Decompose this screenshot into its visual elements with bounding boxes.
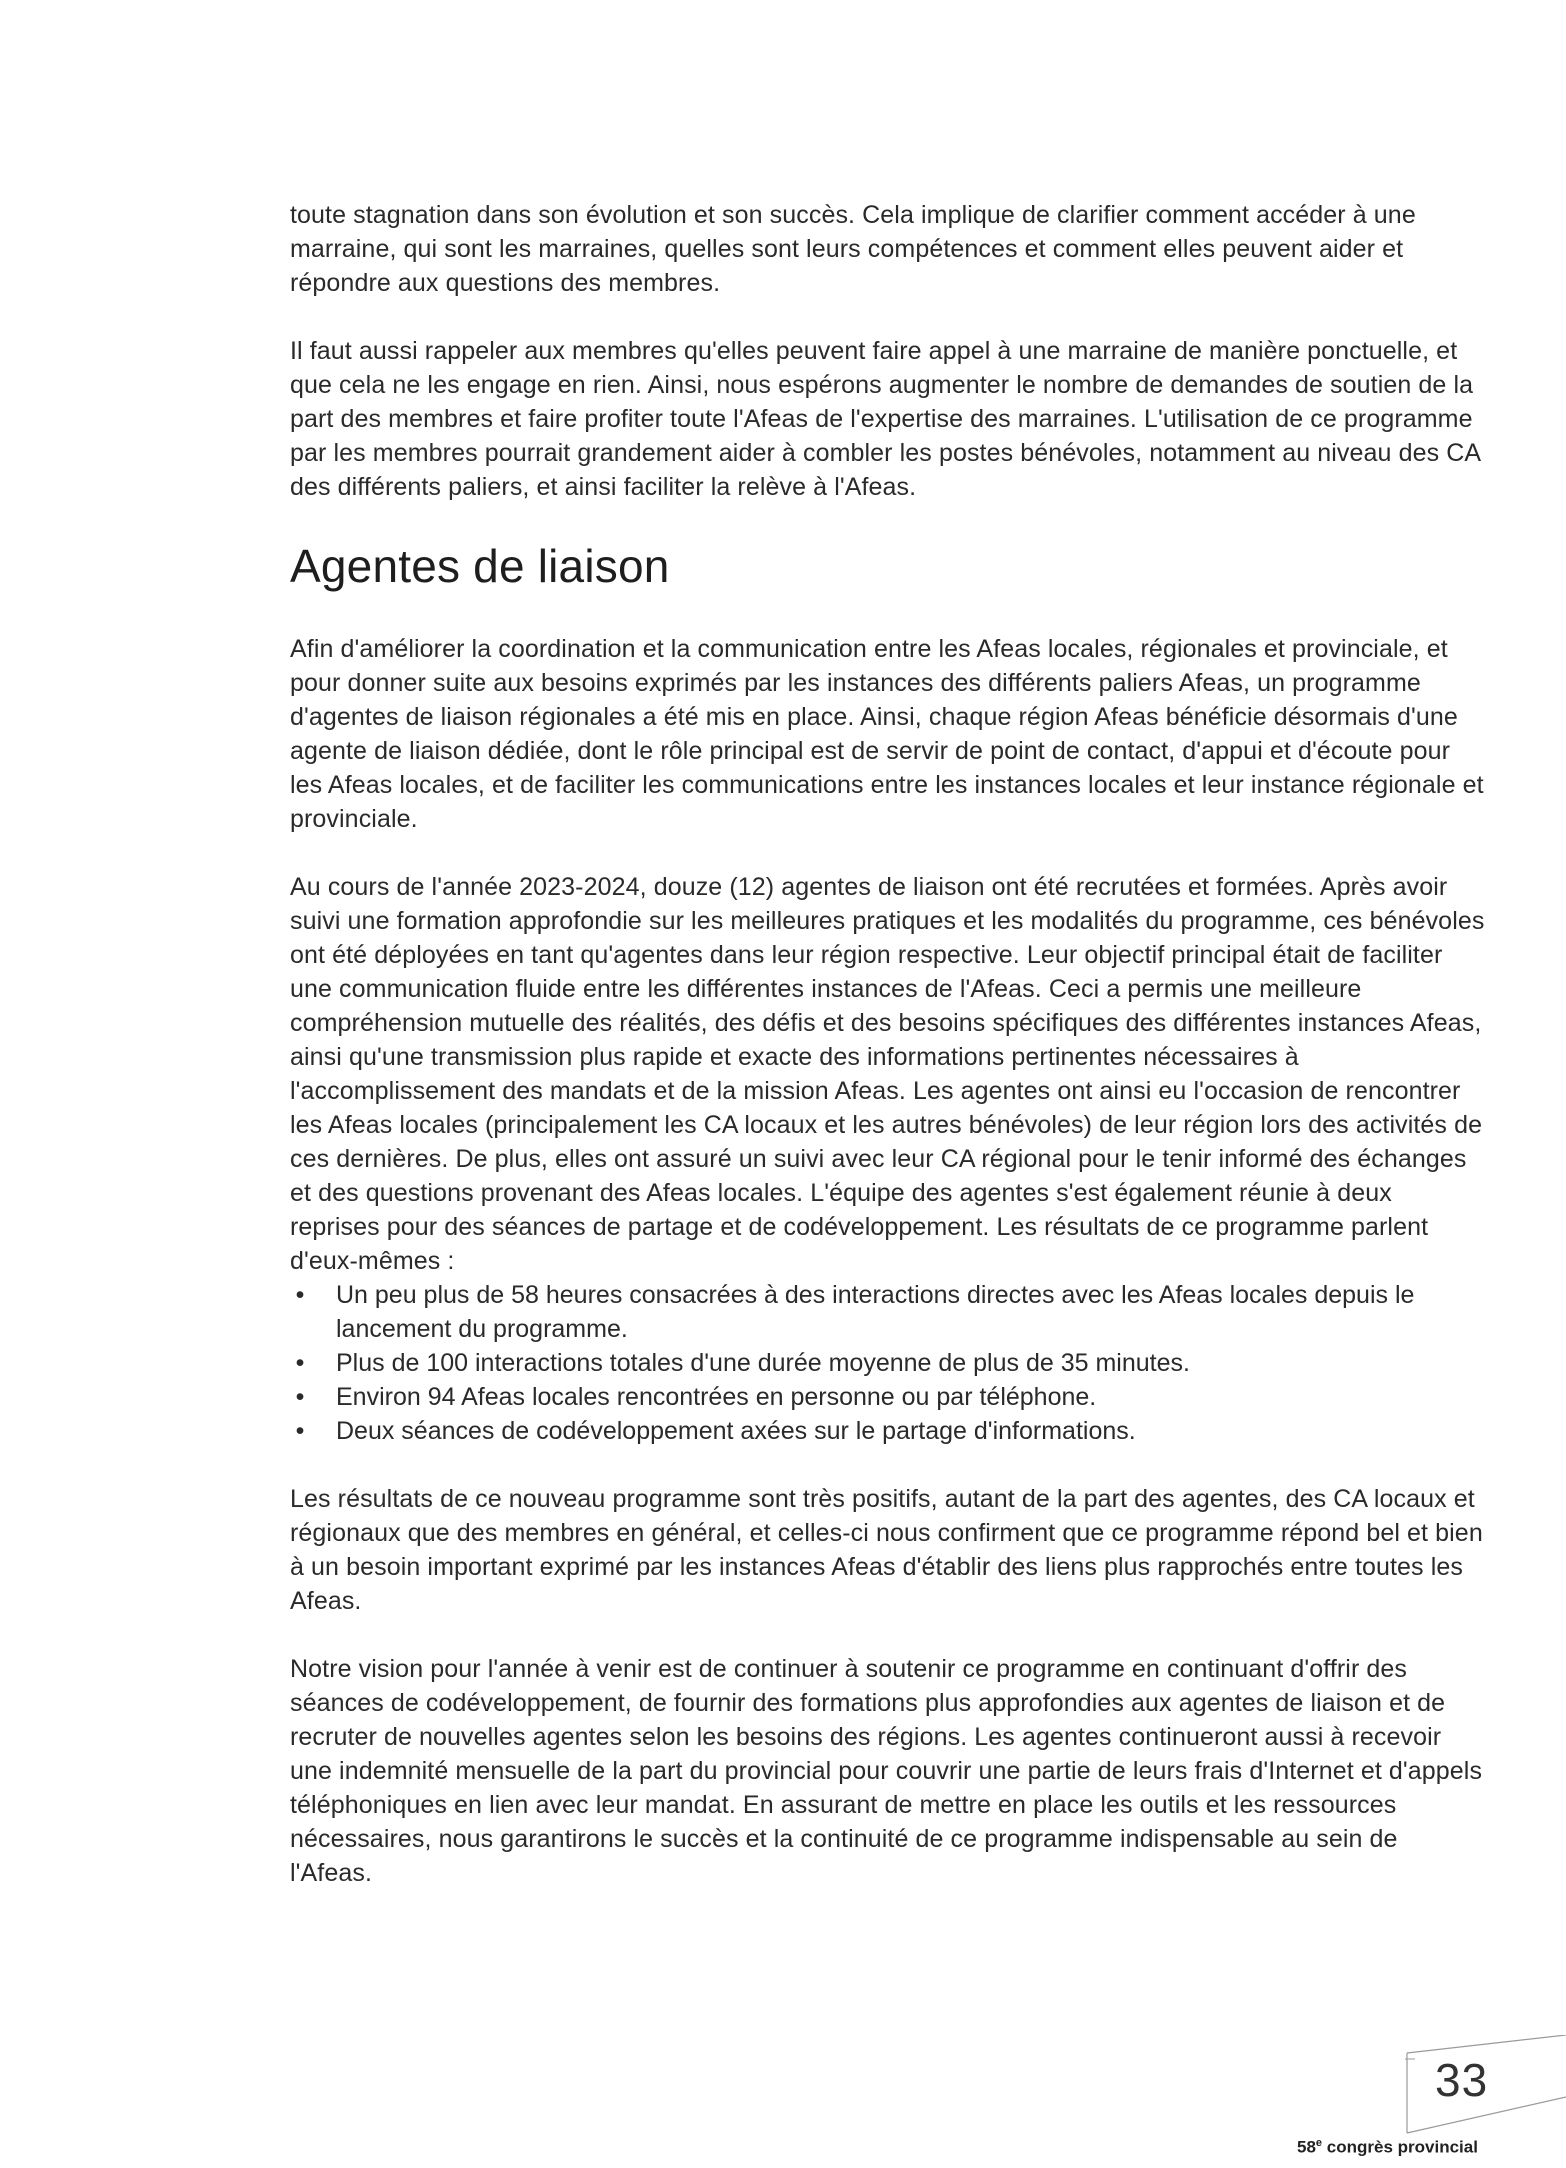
congress-label: congrès provincial	[1322, 2137, 1478, 2157]
results-item-text: Plus de 100 interactions totales d'une durée moyenne de plus de 35 minutes.	[336, 1349, 1190, 1377]
results-list-item	[290, 1278, 1485, 1346]
bullet-icon: •	[295, 1349, 305, 1377]
section-heading: Agentes de liaison	[290, 540, 670, 592]
bullet-icon: •	[295, 1281, 305, 1309]
year-paragraph: Au cours de l'année 2023-2024, douze (12) agentes de liaison ont été recrutées et formées. Après avoir suivi une formation approfondie sur les meilleures pratiques et les modalités du programme, ces bénévoles ont été déployées en tant qu'agentes dans leur région respective. Leur objectif principal était de faciliter une communication fluide entre les différentes instances de l'Afeas. Ceci a permis une meilleure compréhension mutuelle des réalités, des défis et des besoins spécifiques des différentes instances Afeas, ainsi qu'une transmission plus rapide et exacte des informations pertinentes nécessaires à l'accomplissement des mandats et de la mission Afeas. Les agentes ont ainsi eu l'occasion de rencontrer les Afeas locales (principalement les CA locaux et les autres bénévoles) de leur région lors des activités de ces dernières. De plus, elles ont assuré un suivi avec leur CA régional pour le tenir informé des échanges et des questions provenant des Afeas locales. L'équipe des agentes s'est également réunie à deux reprises pour des séances de partage et de codéveloppement. Les résultats de ce programme parlent d'eux-mêmes :	[290, 873, 1485, 1275]
results-item-text: Deux séances de codéveloppement axées sur le partage d'informations.	[336, 1417, 1136, 1445]
results-list-item	[290, 1346, 1485, 1380]
vision-paragraph: Notre vision pour l'année à venir est de continuer à soutenir ce programme en continuant d'offrir des séances de codéveloppement, de fournir des formations plus approfondies aux agentes de liaison et de recruter de nouvelles agentes selon les besoins des régions. Les agentes continueront aussi à recevoir une indemnité mensuelle de la part du provincial pour couvrir une partie de leurs frais d'Internet et d'appels téléphoniques en lien avec leur mandat. En assurant de mettre en place les outils et les ressources nécessaires, nous garantirons le succès et la continuité de ce programme indispensable au sein de l'Afeas.	[290, 1655, 1483, 1887]
footer-caption	[1297, 2137, 1478, 2158]
bullet-icon: •	[295, 1417, 305, 1445]
results-list	[290, 1278, 1485, 1448]
results-list-item	[290, 1414, 1485, 1448]
results-item-text: Environ 94 Afeas locales rencontrées en personne ou par téléphone.	[336, 1383, 1097, 1411]
congress-suffix: e	[1315, 2137, 1323, 2149]
marraines-paragraph: Il faut aussi rappeler aux membres qu'elles peuvent faire appel à une marraine de manière ponctuelle, et que cela ne les engage en rien. Ainsi, nous espérons augmenter le nombre de demandes de soutien de la part des membres et faire profiter toute l'Afeas de l'expertise des marraines. L'utilisation de ce programme par les membres pourrait grandement aider à combler les postes bénévoles, notamment au niveau des CA des différents paliers, et ainsi faciliter la relève à l'Afeas.	[290, 337, 1480, 501]
congress-number: 58	[1297, 2137, 1316, 2157]
intro-paragraph: toute stagnation dans son évolution et son succès. Cela implique de clarifier comment accéder à une marraine, qui sont les marraines, quelles sont leurs compétences et comment elles peuvent aider et répondre aux questions des membres.	[290, 201, 1416, 297]
results-list-item	[290, 1380, 1485, 1414]
page-body	[290, 198, 1485, 1890]
page-number-box	[1405, 2035, 1566, 2135]
page-number: 33	[1435, 2054, 1489, 2106]
section-intro-paragraph: Afin d'améliorer la coordination et la communication entre les Afeas locales, régionales et provinciale, et pour donner suite aux besoins exprimés par les instances des différents paliers Afeas, un programme d'agentes de liaison régionales a été mis en place. Ainsi, chaque région Afeas bénéficie désormais d'une agente de liaison dédiée, dont le rôle principal est de servir de point de contact, d'appui et d'écoute pour les Afeas locales, et de faciliter les communications entre les instances locales et leur instance régionale et provinciale.	[290, 635, 1484, 833]
bullet-icon: •	[295, 1383, 305, 1411]
results-item-text: Un peu plus de 58 heures consacrées à des interactions directes avec les Afeas locales depuis le lancement du programme.	[336, 1281, 1415, 1343]
positive-results-paragraph: Les résultats de ce nouveau programme sont très positifs, autant de la part des agentes, des CA locaux et régionaux que des membres en général, et celles-ci nous confirment que ce programme répond bel et bien à un besoin important exprimé par les instances Afeas d'établir des liens plus rapprochés entre toutes les Afeas.	[290, 1485, 1483, 1615]
